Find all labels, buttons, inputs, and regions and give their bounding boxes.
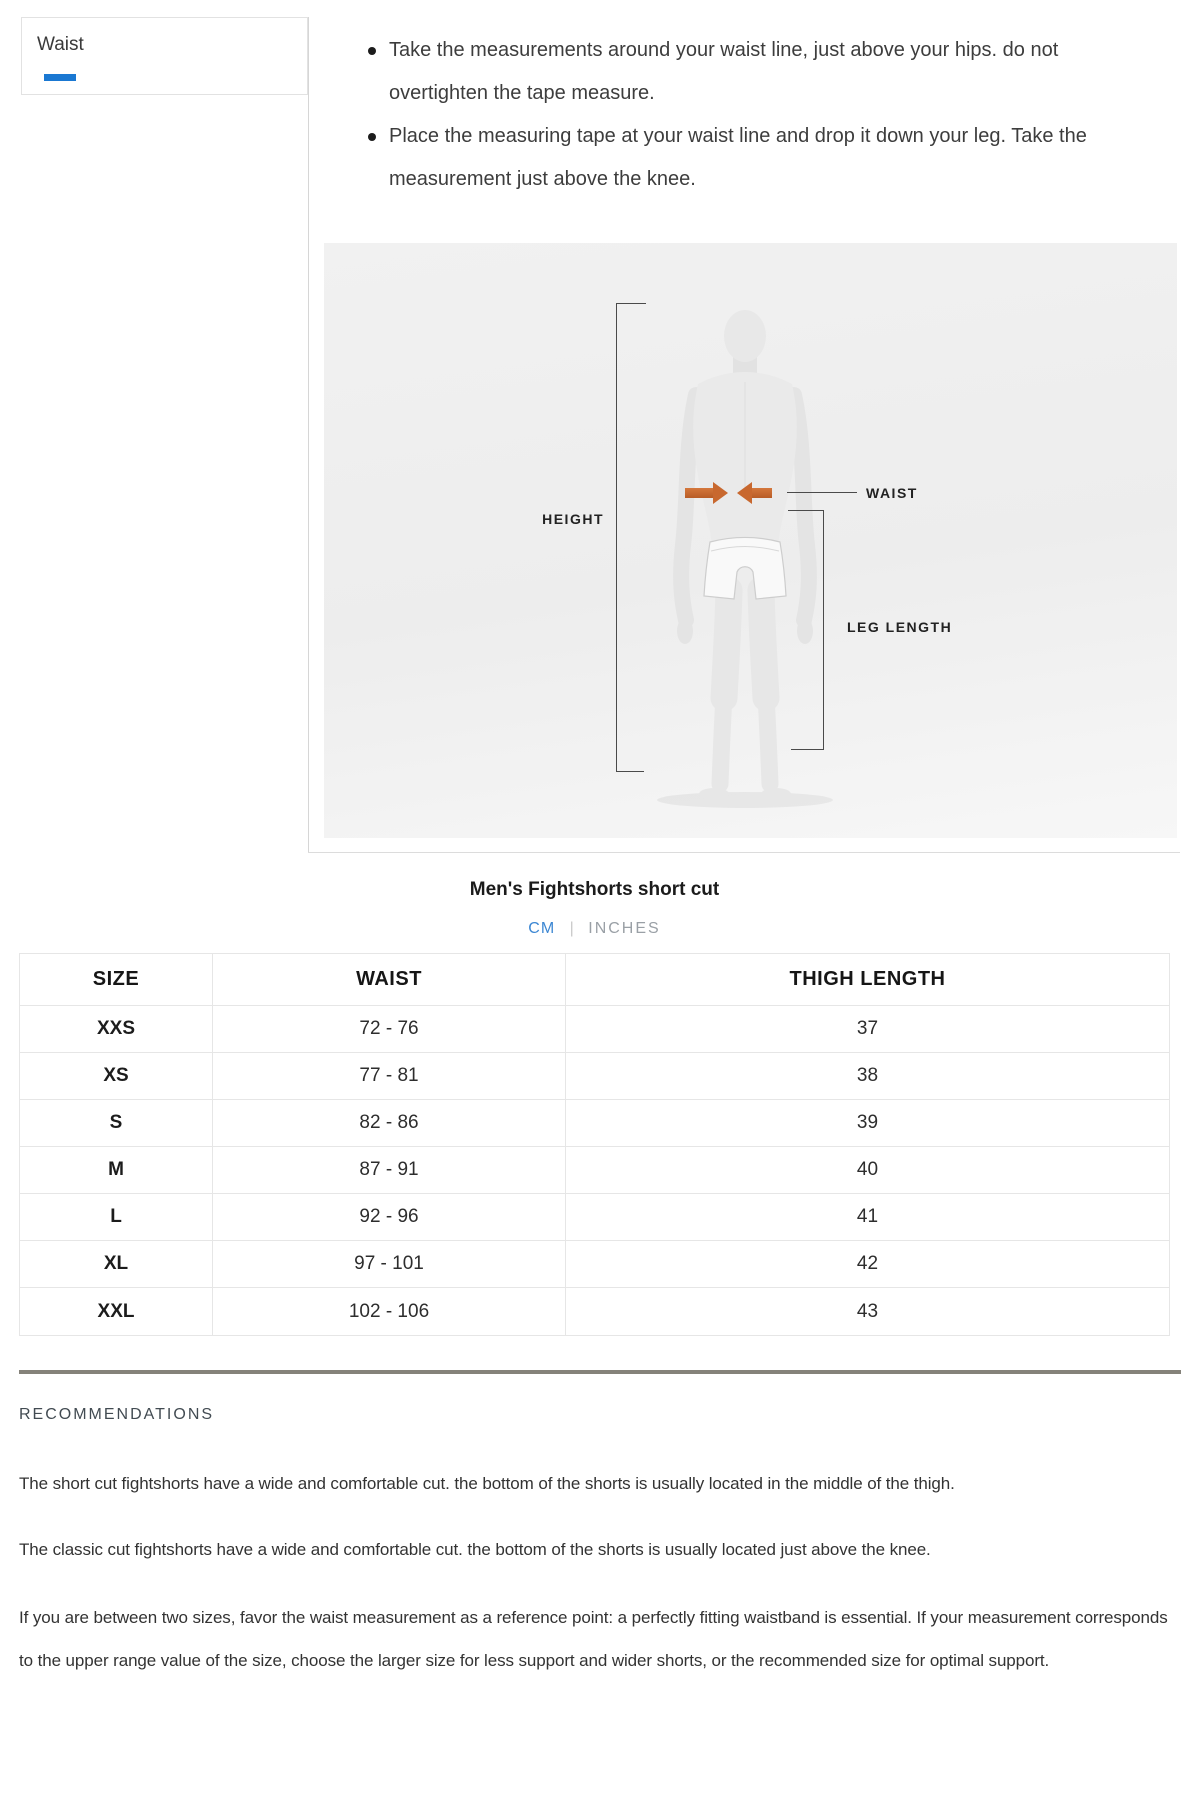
measurement-figure-image xyxy=(324,243,1177,838)
active-tab-indicator xyxy=(44,74,76,81)
recommendation-paragraph: The short cut fightshorts have a wide and comfortable cut. the bottom of the shorts is usually located in the middle of the thigh. xyxy=(19,1474,955,1493)
table-cell-waist: 97 - 101 xyxy=(212,1241,565,1288)
size-chart-table xyxy=(19,953,1170,1336)
column-header-size: SIZE xyxy=(20,954,212,1006)
height-measure-tick-bottom xyxy=(616,771,644,772)
table-cell-waist: 72 - 76 xyxy=(212,1006,565,1053)
figure-caption: Men's Fightshorts short cut xyxy=(469,879,720,900)
measurement-instructions xyxy=(389,29,1153,201)
leg-length-tick-top xyxy=(788,510,823,511)
waist-arrow-right-head xyxy=(737,482,752,504)
table-cell-size: L xyxy=(20,1194,212,1241)
instruction-item xyxy=(389,29,1153,115)
bullet-icon xyxy=(368,47,376,55)
table-cell-waist: 77 - 81 xyxy=(212,1053,565,1100)
unit-option-cm[interactable]: CM xyxy=(528,920,556,937)
recommendations-title: RECOMMENDATIONS xyxy=(19,1406,215,1423)
leg-length-tick-bottom xyxy=(791,749,823,750)
unit-toggle xyxy=(0,920,1189,938)
table-cell-thigh: 37 xyxy=(565,1006,1169,1053)
table-cell-waist: 102 - 106 xyxy=(212,1288,565,1335)
waist-label: WAIST xyxy=(866,485,918,501)
table-cell-thigh: 42 xyxy=(565,1241,1169,1288)
leg-length-line xyxy=(823,510,824,750)
section-divider xyxy=(19,1370,1181,1374)
tab-waist[interactable] xyxy=(21,17,308,95)
table-cell-size: XXL xyxy=(97,1300,135,1322)
tab-waist-label: Waist xyxy=(37,34,84,55)
table-cell-size: XS xyxy=(20,1053,212,1100)
table-cell-waist: 87 - 91 xyxy=(212,1147,565,1194)
waist-arrow-left-head xyxy=(713,482,728,504)
waist-arrow-left xyxy=(685,488,713,498)
recommendation-paragraph: The classic cut fightshorts have a wide and comfortable cut. the bottom of the shorts is usually located just above the knee. xyxy=(19,1540,931,1559)
leg-length-label: LEG LENGTH xyxy=(847,619,953,635)
unit-separator: | xyxy=(569,920,574,937)
recommendation-paragraph: If you are between two sizes, favor the waist measurement as a reference point: a perfectly fitting waistband is essential. If your measurement corresponds to the upper range value of the size, choose the larger size for less support and wider shorts, or the recommended size for optimal support. xyxy=(19,1608,1168,1670)
mannequin-illustration xyxy=(595,300,895,810)
instruction-text: Place the measuring tape at your waist line and drop it down your leg. Take the measurement just above the knee. xyxy=(389,125,1087,190)
column-header-waist: WAIST xyxy=(212,954,565,1006)
table-cell-size: S xyxy=(20,1100,212,1147)
instruction-item xyxy=(389,115,1153,201)
instruction-text: Take the measurements around your waist line, just above your hips. do not overtighten the tape measure. xyxy=(389,39,1059,104)
waist-pointer-line xyxy=(787,492,857,493)
table-cell-waist: 92 - 96 xyxy=(212,1194,565,1241)
bullet-icon xyxy=(368,133,376,141)
table-cell-thigh: 43 xyxy=(565,1288,1169,1335)
unit-option-inches[interactable]: INCHES xyxy=(588,920,661,937)
waist-arrow-right xyxy=(752,488,772,498)
height-label: HEIGHT xyxy=(542,511,604,527)
table-cell-thigh: 41 xyxy=(565,1194,1169,1241)
table-cell-size: XXS xyxy=(20,1006,212,1053)
table-cell-thigh: 38 xyxy=(565,1053,1169,1100)
table-cell-thigh: 40 xyxy=(565,1147,1169,1194)
figure-bottom-border xyxy=(308,852,1180,853)
table-cell-waist: 82 - 86 xyxy=(212,1100,565,1147)
table-cell-thigh: 39 xyxy=(565,1100,1169,1147)
table-cell-size: XL xyxy=(20,1241,212,1288)
column-divider xyxy=(308,17,309,852)
height-measure-line xyxy=(616,303,617,772)
height-measure-tick-top xyxy=(616,303,646,304)
column-header-thigh-length: THIGH LENGTH xyxy=(565,954,1169,1006)
table-cell-size: M xyxy=(20,1147,212,1194)
